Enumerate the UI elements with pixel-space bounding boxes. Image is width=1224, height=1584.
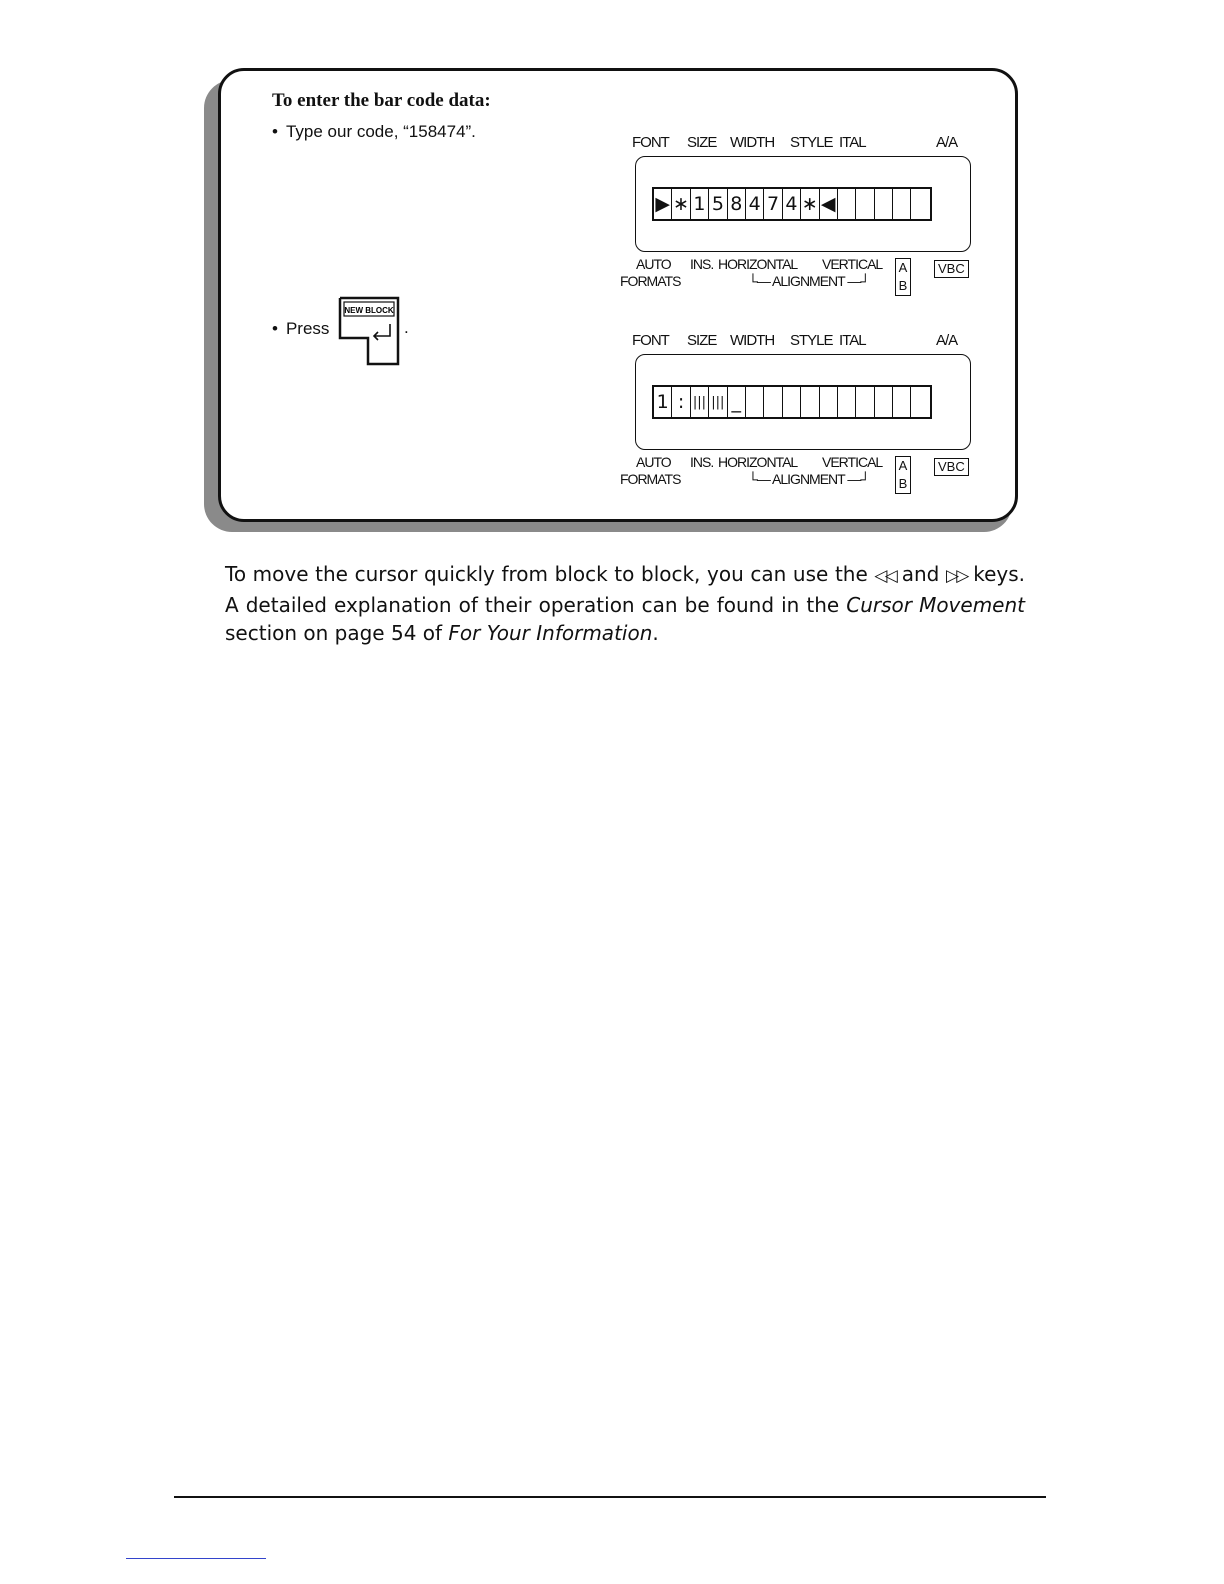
- lcd-cell: [911, 189, 929, 219]
- lcd-cell: [911, 387, 929, 417]
- indicator-a-a: A/A: [936, 134, 958, 151]
- lcd-display-2: [620, 332, 995, 500]
- step-press-key: [272, 319, 329, 339]
- lcd-cell: [838, 387, 856, 417]
- lcd-cell: ∗: [672, 189, 690, 219]
- lcd-cell: 8: [728, 189, 746, 219]
- body-paragraph: [225, 560, 1025, 648]
- lcd-cell: 5: [709, 189, 727, 219]
- vbc-indicator: VBC: [934, 260, 969, 278]
- para-text-2: keys. A detailed explanation of their operation can be found in the: [225, 562, 1026, 617]
- para-text-1: To move the cursor quickly from block to block, you can use the: [225, 562, 868, 586]
- indicator-horizontal: HORIZONTAL: [718, 454, 798, 470]
- lcd-cell: [838, 189, 856, 219]
- para-and: and: [901, 562, 940, 586]
- indicator-formats: FORMATS: [620, 273, 681, 289]
- lcd-cell: ◀: [820, 189, 838, 219]
- step-type-code-text: Type our code, “158474”.: [285, 122, 476, 141]
- step-press-period: .: [404, 318, 409, 337]
- lcd-cell: [801, 387, 819, 417]
- new-block-key-icon: [338, 296, 400, 366]
- lcd-cell: ∗: [801, 189, 819, 219]
- ab-indicator: [895, 258, 911, 296]
- lcd-cell: 7: [764, 189, 782, 219]
- lcd-cell: [893, 189, 911, 219]
- ab-b: B: [898, 278, 908, 293]
- lcd-cell: |||: [691, 387, 709, 417]
- indicator-horizontal: HORIZONTAL: [718, 256, 798, 272]
- lcd-top-indicators: [632, 134, 992, 152]
- para-text-3: section on page 54 of: [225, 621, 443, 645]
- ab-b: B: [898, 476, 908, 491]
- lcd-cell: |||: [709, 387, 727, 417]
- step-press-text: Press: [285, 319, 330, 338]
- bottom-link-underline: [126, 1558, 266, 1559]
- lcd-cell: [764, 387, 782, 417]
- bullet: •: [272, 122, 278, 141]
- lcd-screen: [635, 156, 971, 252]
- lcd-cell: 1: [691, 189, 709, 219]
- indicator-a-a: A/A: [936, 332, 958, 349]
- para-period: .: [652, 621, 659, 645]
- new-block-key-label: NEW BLOCK: [344, 306, 394, 315]
- lcd-cell: [893, 387, 911, 417]
- indicator-ins: INS.: [690, 454, 714, 470]
- lcd-cell: [875, 387, 893, 417]
- indicator-style: STYLE: [790, 134, 833, 151]
- block-right-keys-icon: ▷▷: [945, 566, 967, 586]
- lcd-cell: 1: [654, 387, 672, 417]
- lcd-cells: [652, 385, 932, 419]
- for-your-information-ref: For Your Information: [448, 621, 653, 645]
- lcd-cell: [856, 189, 874, 219]
- indicator-auto: AUTO: [636, 256, 671, 272]
- lcd-cell: [875, 189, 893, 219]
- indicator-vertical: VERTICAL: [822, 454, 883, 470]
- indicator-alignment: └— ALIGNMENT —┘: [748, 471, 870, 487]
- lcd-cell: :: [672, 387, 690, 417]
- lcd-cell: [856, 387, 874, 417]
- indicator-size: SIZE: [687, 134, 717, 151]
- indicator-auto: AUTO: [636, 454, 671, 470]
- cursor-movement-ref: Cursor Movement: [846, 592, 1026, 617]
- lcd-cell: 4: [746, 189, 764, 219]
- indicator-formats: FORMATS: [620, 471, 681, 487]
- ab-a: A: [898, 458, 908, 473]
- lcd-cell: ▶: [654, 189, 672, 219]
- lcd-cell: [783, 387, 801, 417]
- lcd-cell: _: [728, 387, 746, 417]
- bullet: •: [272, 319, 278, 338]
- indicator-ins: INS.: [690, 256, 714, 272]
- indicator-style: STYLE: [790, 332, 833, 349]
- lcd-screen: [635, 354, 971, 450]
- indicator-width: WIDTH: [730, 134, 775, 151]
- indicator-ital: ITAL: [839, 332, 866, 349]
- indicator-font: FONT: [632, 332, 669, 349]
- indicator-ital: ITAL: [839, 134, 866, 151]
- indicator-vertical: VERTICAL: [822, 256, 883, 272]
- indicator-size: SIZE: [687, 332, 717, 349]
- vbc-indicator: VBC: [934, 458, 969, 476]
- ab-a: A: [898, 260, 908, 275]
- ab-indicator: [895, 456, 911, 494]
- lcd-cell: 4: [783, 189, 801, 219]
- footer-rule: [174, 1496, 1046, 1498]
- indicator-alignment: └— ALIGNMENT —┘: [748, 273, 870, 289]
- step-type-code: [272, 122, 476, 142]
- lcd-cell: [746, 387, 764, 417]
- indicator-width: WIDTH: [730, 332, 775, 349]
- lcd-cells: [652, 187, 932, 221]
- lcd-cell: [820, 387, 838, 417]
- box-title: To enter the bar code data:: [272, 90, 491, 111]
- lcd-display-1: [620, 134, 995, 302]
- lcd-top-indicators: [632, 332, 992, 350]
- indicator-font: FONT: [632, 134, 669, 151]
- block-left-keys-icon: ◁◁: [874, 566, 896, 586]
